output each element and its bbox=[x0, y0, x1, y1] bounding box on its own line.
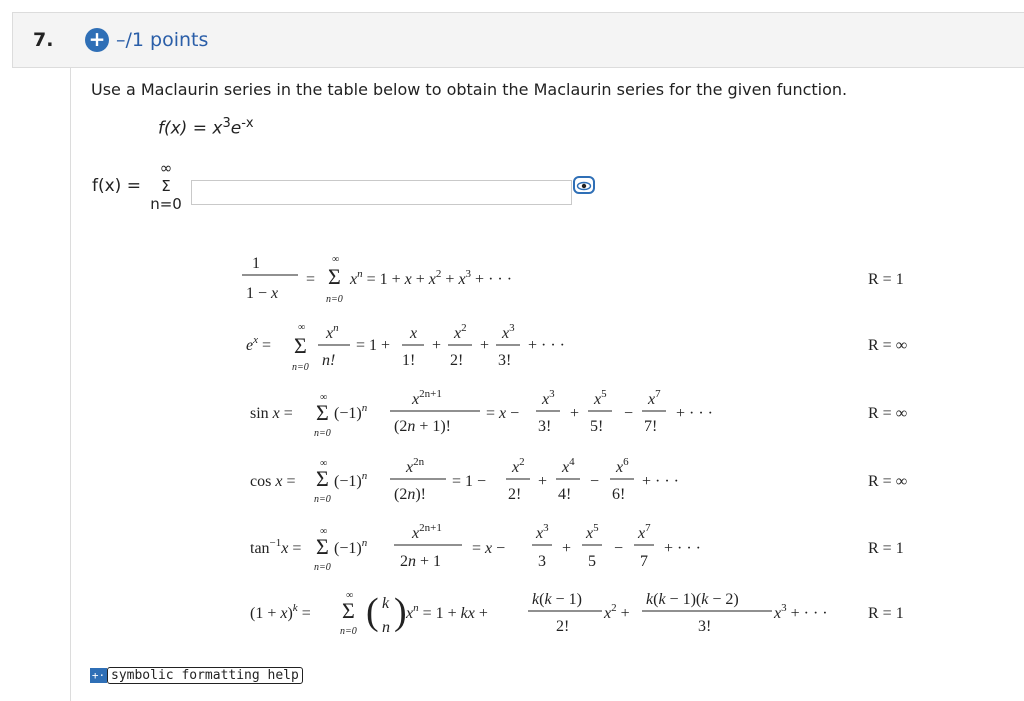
symbolic-formatting-help-link[interactable]: +· symbolic formatting help bbox=[90, 668, 303, 683]
symbolic-help-icon: +· bbox=[91, 669, 106, 682]
svg-text:∞: ∞ bbox=[320, 458, 328, 469]
svg-text:(−1)n: $(-1)^n$ bbox=[334, 537, 368, 557]
svg-text:(: ( bbox=[366, 591, 379, 633]
radius-label: R = ∞ bbox=[868, 473, 908, 490]
radius-label: R = 1 bbox=[868, 271, 904, 288]
series-row-sine bbox=[250, 388, 907, 439]
radius-label: R = 1 bbox=[868, 540, 904, 557]
svg-text:k(k − 1)(k − 2): k(k − 1)(k − 2) bbox=[646, 591, 739, 608]
svg-text:n: n bbox=[382, 619, 390, 636]
svg-text:x3: $x^3$ bbox=[536, 522, 549, 542]
svg-text:x2n+1: $x^{2n+1}$ bbox=[412, 522, 442, 542]
svg-text:Σ: Σ bbox=[328, 264, 341, 289]
svg-text:+ · · ·: + · · · bbox=[642, 473, 680, 490]
svg-text:5: 5 bbox=[588, 553, 596, 570]
svg-text:∞: ∞ bbox=[320, 392, 328, 403]
svg-text:2n + 1: 2n + 1 bbox=[400, 553, 442, 570]
svg-text:n=0: n=0 bbox=[292, 362, 309, 373]
svg-text:(2n + 1)!: (2n + 1)! bbox=[394, 418, 452, 435]
series-row-exponential bbox=[246, 322, 907, 373]
svg-text:x3 + · · ·: $x^3$ + · · · bbox=[774, 602, 828, 622]
svg-text:ex =: $e^x$ = bbox=[246, 334, 272, 354]
svg-text:∞: ∞ bbox=[346, 590, 354, 601]
svg-text:Σ: Σ bbox=[342, 598, 355, 623]
svg-text:Σ: Σ bbox=[316, 534, 329, 559]
svg-text:x7: $x^7$ bbox=[648, 388, 661, 408]
svg-text:x3: $x^3$ bbox=[502, 322, 515, 342]
svg-text:Σ: Σ bbox=[316, 400, 329, 425]
svg-text:n=0: n=0 bbox=[314, 494, 331, 505]
svg-text:x2: $x^2$ bbox=[454, 322, 467, 342]
svg-text:Σ: Σ bbox=[294, 333, 307, 358]
svg-text:3: 3 bbox=[538, 553, 546, 570]
svg-text:x5: $x^5$ bbox=[586, 522, 599, 542]
svg-text:sin x =: sin x = bbox=[250, 405, 293, 422]
svg-text:3!: 3! bbox=[698, 618, 712, 635]
question-number: 7. bbox=[33, 29, 54, 51]
svg-text:= x −: = x − bbox=[486, 405, 520, 422]
svg-text:Σ: Σ bbox=[316, 466, 329, 491]
svg-text:k(k − 1): k(k − 1) bbox=[532, 591, 582, 608]
svg-text:xn: $x^n$ bbox=[326, 322, 339, 342]
svg-text:= 1 −: = 1 − bbox=[452, 473, 487, 490]
svg-text:∞: ∞ bbox=[332, 254, 340, 265]
svg-text:6!: 6! bbox=[612, 486, 626, 503]
svg-text:2!: 2! bbox=[450, 352, 464, 369]
svg-text:3!: 3! bbox=[538, 418, 552, 435]
svg-text:−: − bbox=[624, 405, 634, 422]
svg-text:n=0: n=0 bbox=[314, 562, 331, 573]
answer-input[interactable] bbox=[191, 180, 572, 205]
svg-text:x2: $x^2$ bbox=[512, 456, 525, 476]
svg-text:n!: n! bbox=[322, 352, 336, 369]
series-lhs: f(x) = bbox=[92, 176, 141, 196]
radius-label: R = 1 bbox=[868, 605, 904, 622]
svg-text:2!: 2! bbox=[556, 618, 570, 635]
svg-text:∞: ∞ bbox=[298, 322, 306, 333]
svg-text:−: − bbox=[590, 473, 600, 490]
given-function: $f(x) = x^3e^{-x}$ bbox=[158, 116, 254, 139]
svg-text:x2 +: $x^2$ + bbox=[604, 602, 630, 622]
svg-text:(−1)n: $(-1)^n$ bbox=[334, 470, 368, 490]
eye-icon[interactable] bbox=[573, 176, 595, 194]
svg-text:= x −: = x − bbox=[472, 540, 506, 557]
svg-text:= 1 +: = 1 + bbox=[356, 337, 391, 354]
svg-text:+ · · ·: + · · · bbox=[528, 337, 566, 354]
points-label: –/1 points bbox=[116, 29, 209, 51]
series-row-arctan bbox=[250, 522, 904, 573]
svg-text:7!: 7! bbox=[644, 418, 658, 435]
svg-text:x2n+1: $x^{2n+1}$ bbox=[412, 388, 442, 408]
svg-text:2!: 2! bbox=[508, 486, 522, 503]
svg-text:+ · · ·: + · · · bbox=[664, 540, 702, 557]
svg-text:(−1)n: $(-1)^n$ bbox=[334, 402, 368, 422]
svg-text:x: x bbox=[410, 325, 418, 342]
svg-text:∞: ∞ bbox=[320, 526, 328, 537]
svg-text:+: + bbox=[480, 337, 490, 354]
svg-text:−: − bbox=[614, 540, 624, 557]
svg-text:x4: $x^4$ bbox=[562, 456, 575, 476]
svg-text:cos x =: cos x = bbox=[250, 473, 296, 490]
maclaurin-series-table bbox=[240, 250, 940, 650]
question-prompt: Use a Maclaurin series in the table below to obtain the Maclaurin series for the given function. bbox=[91, 80, 848, 99]
series-row-binomial bbox=[250, 590, 904, 637]
svg-text:): ) bbox=[394, 591, 407, 633]
svg-text:+: + bbox=[562, 540, 572, 557]
radius-label: R = ∞ bbox=[868, 405, 908, 422]
svg-text:(2n)!: (2n)! bbox=[394, 486, 426, 503]
svg-text:1: 1 bbox=[252, 255, 260, 272]
radius-label: R = ∞ bbox=[868, 337, 908, 354]
svg-text:k: k bbox=[382, 595, 390, 612]
svg-text:5!: 5! bbox=[590, 418, 604, 435]
svg-text:+: + bbox=[570, 405, 580, 422]
svg-text:x5: $x^5$ bbox=[594, 388, 607, 408]
svg-text:n=0: n=0 bbox=[340, 626, 357, 637]
series-row-geometric bbox=[242, 254, 904, 305]
question-header bbox=[12, 12, 1024, 68]
svg-text:xn = 1 + kx +: $x^n = 1$ + kx + bbox=[406, 602, 488, 622]
svg-text:x3: $x^3$ bbox=[542, 388, 555, 408]
svg-text:n=0: n=0 bbox=[326, 294, 343, 305]
svg-text:+: + bbox=[432, 337, 442, 354]
svg-text:+: + bbox=[538, 473, 548, 490]
svg-text:x2n: $x^{2n}$ bbox=[406, 456, 425, 476]
svg-text:1!: 1! bbox=[402, 352, 416, 369]
svg-text:3!: 3! bbox=[498, 352, 512, 369]
svg-text:+ · · ·: + · · · bbox=[676, 405, 714, 422]
svg-text:x6: $x^6$ bbox=[616, 456, 629, 476]
svg-text:1 − x: 1 − x bbox=[246, 285, 279, 302]
svg-text:tan−1x =: $\tan^{-1}x$ = bbox=[250, 537, 302, 557]
svg-text:7: 7 bbox=[640, 553, 648, 570]
series-row-cosine bbox=[250, 456, 907, 505]
svg-text:(1 + x)k =: $(1 + x)^k$ = bbox=[250, 602, 311, 622]
svg-text:n=0: n=0 bbox=[314, 428, 331, 439]
plus-icon[interactable]: + bbox=[85, 28, 109, 52]
svg-text:=: = bbox=[306, 271, 316, 288]
summation-symbol: ∞ Σ n=0 bbox=[150, 159, 182, 213]
svg-text:x7: $x^7$ bbox=[638, 522, 651, 542]
svg-text:xn = 1 + x + x2 + x3 + · · ·: $x^n = 1 + x + x^2 + x^3$ + · · · bbox=[350, 268, 513, 288]
svg-text:4!: 4! bbox=[558, 486, 572, 503]
